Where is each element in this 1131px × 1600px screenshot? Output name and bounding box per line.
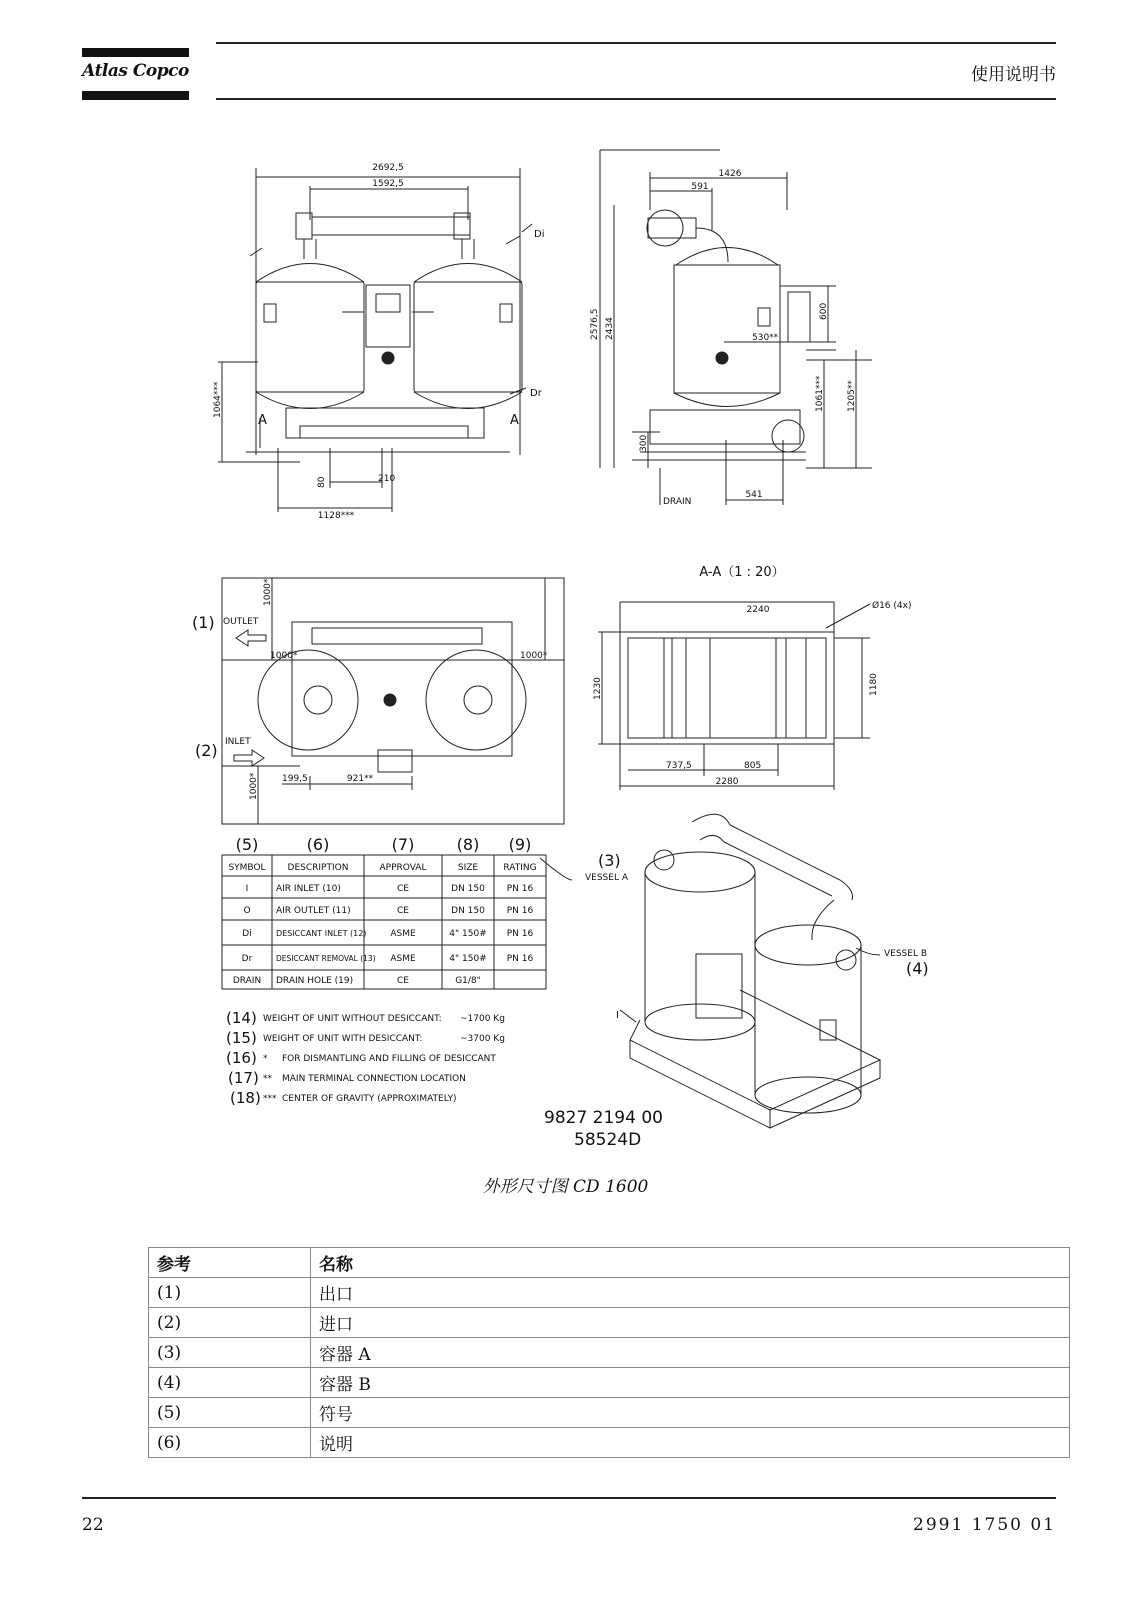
legend-cell: PN 16 [506,929,534,939]
legend-cell: PN 16 [506,954,534,964]
ref-1: (1) [192,613,215,632]
ref-3: (3) [598,851,621,870]
dim-side-591: 591 [691,182,709,192]
table-row [149,1308,1070,1338]
legend-cell: PN 16 [506,906,534,916]
dim-top-921: 921** [346,774,374,784]
note-line [226,1009,505,1027]
reference-table [148,1247,1070,1458]
label-vessel-b: VESSEL B [884,949,928,959]
isometric-view [630,814,880,1128]
label-i: I [616,1010,619,1021]
label-drain: DRAIN [663,497,692,507]
ref-cell: (6) [149,1428,311,1458]
legend-row [243,906,533,916]
drawing-number: 58524D [574,1130,642,1150]
name-cell: 说明 [311,1428,1070,1458]
legend-cell: CE [397,906,409,916]
dim-section-2280: 2280 [715,777,739,787]
dim-top-1000-right: 1000* [520,651,548,661]
ref-4: (4) [906,959,929,978]
legend-header: DESCRIPTION [287,863,349,873]
legend-cell: Di [242,929,252,939]
page-number: 22 [82,1515,104,1535]
dim-side-530: 530** [752,333,779,343]
dim-side-1061: 1061*** [815,375,825,412]
legend-header: APPROVAL [379,863,427,873]
table-row [149,1428,1070,1458]
legend-row [233,976,481,986]
legend-cell: 4" 150# [449,929,487,939]
legend-cell: ASME [390,929,416,939]
dim-base-80: 80 [317,476,327,488]
dim-side-300: 300 [639,434,649,452]
legend-cell: ASME [390,954,416,964]
table-row [149,1278,1070,1308]
note-symbol: ** [263,1074,272,1084]
legend-header: RATING [503,863,537,873]
note-number: (18) [230,1089,261,1107]
dim-top-1000-left: 1000* [270,651,298,661]
legend-cell: DRAIN [232,976,262,986]
note-text: WEIGHT OF UNIT WITH DESICCANT: [263,1034,423,1044]
legend-cell: CE [397,884,409,894]
note-number: (16) [226,1049,257,1067]
dim-section-1180: 1180 [869,673,879,696]
legend-col-no: (6) [306,835,330,854]
footer-rule [82,1497,1056,1499]
legend-cell: AIR OUTLET (11) [276,906,351,916]
table-header-row [149,1248,1070,1278]
ref-cell: (2) [149,1308,311,1338]
ref-cell: (5) [149,1398,311,1428]
dim-top-1000-bottom: 1000* [249,772,259,800]
manual-title: 使用说明书 [971,65,1056,85]
legend-cell: CE [397,976,409,986]
legend-header: SYMBOL [228,863,266,873]
note-line [230,1089,457,1107]
document-number: 2991 1750 01 [913,1515,1056,1535]
note-number: (17) [228,1069,259,1087]
legend-row [246,884,534,894]
table-row [149,1368,1070,1398]
name-cell: 容器 A [311,1338,1070,1368]
legend-cell: PN 16 [506,884,534,894]
dim-top-199: 199,5 [282,774,308,784]
front-view [218,168,532,512]
label-section-a-left: A [258,413,267,428]
legend-col-no: (7) [391,835,415,854]
note-line [228,1069,466,1087]
dim-side-width: 1426 [718,169,742,179]
note-symbol: *** [263,1094,277,1104]
legend-col-no: (9) [508,835,532,854]
dim-section-737: 737,5 [666,761,692,771]
note-value: ~3700 Kg [460,1034,505,1044]
section-a-a [598,602,870,790]
note-value: ~1700 Kg [460,1014,505,1024]
name-cell: 进口 [311,1308,1070,1338]
legend-cell: DN 150 [451,884,485,894]
note-text: CENTER OF GRAVITY (APPROXIMATELY) [282,1094,457,1104]
note-number: (15) [226,1029,257,1047]
dim-side-541: 541 [745,490,763,500]
dim-section-hole: Ø16 (4x) [872,601,912,611]
dim-side-total-height: 2576,5 [590,308,600,340]
legend-cell: DESICCANT INLET (12) [276,929,367,938]
ref-cell: (1) [149,1278,311,1308]
note-text: WEIGHT OF UNIT WITHOUT DESICCANT: [263,1014,442,1024]
dim-vessel-spacing: 1592,5 [372,179,404,189]
dim-side-600: 600 [819,302,829,320]
dim-base-210: 210 [378,474,396,484]
top-view [222,578,564,824]
section-title: A-A（1 : 20） [699,565,785,580]
table-header-cell: 参考 [149,1248,311,1278]
legend-cell: AIR INLET (10) [276,884,341,894]
legend-cell: DRAIN HOLE (19) [276,976,354,986]
dim-section-2240: 2240 [746,605,770,615]
note-line [226,1029,505,1047]
figure-caption: 外形尺寸图 CD 1600 [482,1177,649,1197]
label-outlet: OUTLET [223,617,259,627]
table-row [149,1338,1070,1368]
ref-cell: (3) [149,1338,311,1368]
ref-2: (2) [195,741,218,760]
dim-cog-height: 1064*** [213,381,223,418]
legend-cell: I [245,884,249,894]
note-symbol: * [263,1054,268,1064]
ref-cell: (4) [149,1368,311,1398]
table-row [149,1398,1070,1428]
label-vessel-a: VESSEL A [585,873,628,883]
legend-row [242,929,533,939]
note-text: MAIN TERMINAL CONNECTION LOCATION [282,1074,466,1084]
legend-grid [222,855,546,989]
legend-header: SIZE [457,863,479,873]
note-number: (14) [226,1009,257,1027]
dim-section-1230: 1230 [593,677,603,700]
label-inlet: INLET [225,737,251,747]
dim-top-1000-top: 1000* [263,578,273,606]
label-dr: Dr [530,388,542,399]
dim-side-1205: 1205** [847,380,857,412]
dim-side-2434: 2434 [605,317,615,340]
name-cell: 出口 [311,1278,1070,1308]
dim-section-805: 805 [744,761,762,771]
label-di: Di [534,229,545,240]
table-header-cell: 名称 [311,1248,1070,1278]
name-cell: 符号 [311,1398,1070,1428]
brand-name: Atlas Copco [82,61,189,81]
legend-col-no: (8) [456,835,480,854]
legend-row [242,954,534,964]
legend-cell: G1/8" [455,976,481,986]
legend-cell: O [243,906,251,916]
legend-cell: DN 150 [451,906,485,916]
part-number: 9827 2194 00 [544,1108,663,1128]
name-cell: 容器 B [311,1368,1070,1398]
label-section-a-right: A [510,413,519,428]
dim-overall-width: 2692,5 [372,163,404,173]
note-text: FOR DISMANTLING AND FILLING OF DESICCANT [282,1054,496,1064]
note-line [226,1049,496,1067]
dim-base-1128: 1128*** [317,511,355,521]
legend-cell: DESICCANT REMOVAL (13) [276,954,376,963]
legend-col-no: (5) [235,835,259,854]
legend-cell: Dr [241,954,253,964]
legend-cell: 4" 150# [449,954,487,964]
